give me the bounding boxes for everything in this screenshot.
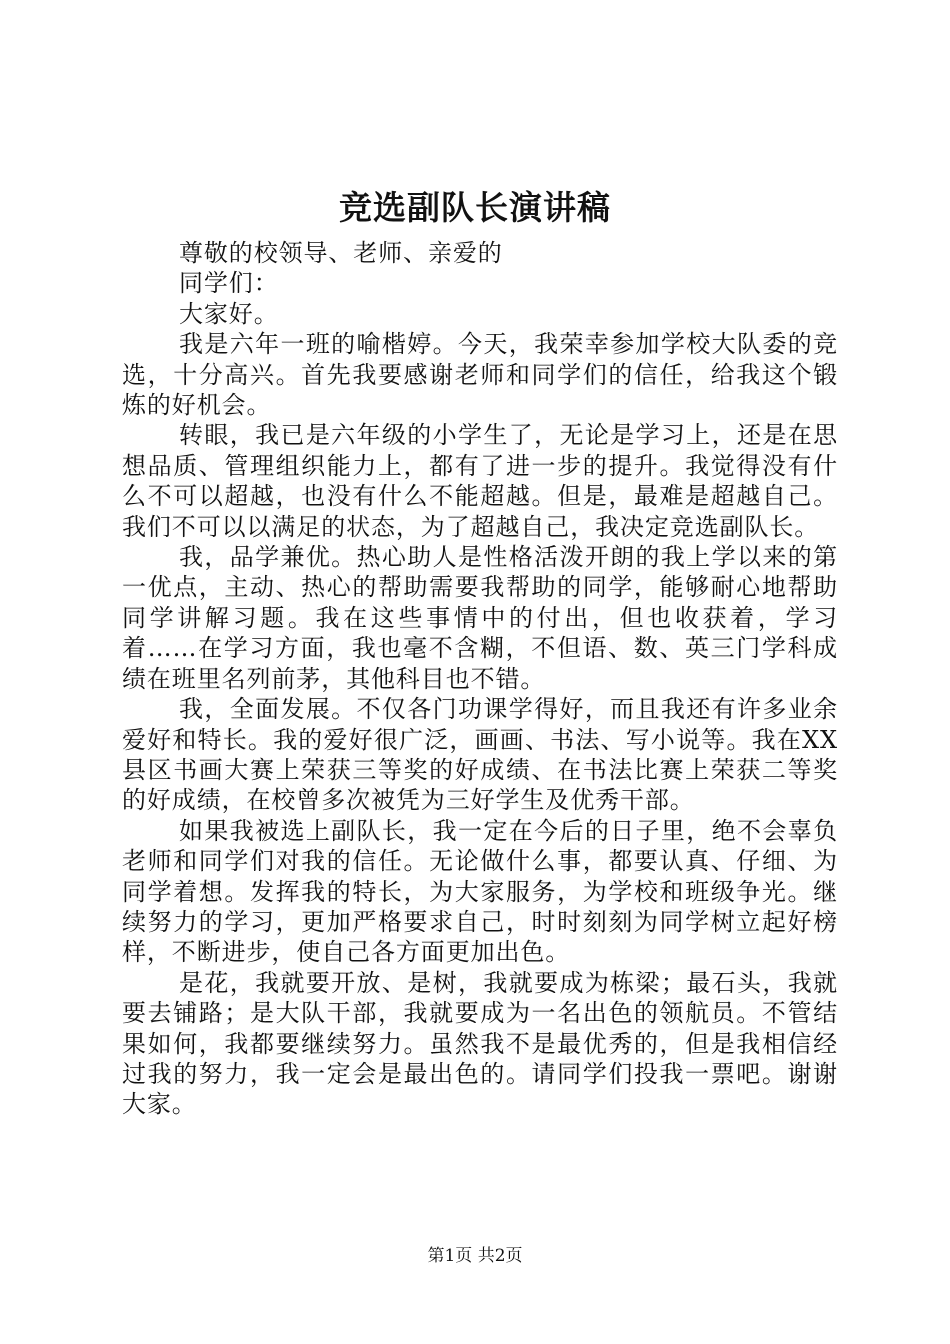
paragraph-character: 我，品学兼优。热心助人是性格活泼开朗的我上学以来的第一优点，主动、热心的帮助需要我帮助的同学，能够耐心地帮助同学讲解习题。我在这些事情中的付出，但也收获着，学习着……在学习方面，我也毫不含糊，不但语、数、英三门学科成绩在班里名列前茅，其他科目也不错。 [122,543,838,693]
document-title: 竞选副队长演讲稿 [339,188,611,227]
paragraph-intro: 我是六年一班的喻楷婷。今天，我荣幸参加学校大队委的竞选，十分高兴。首先我要感谢老师和同学们的信任，给我这个锻炼的好机会。 [122,330,838,420]
paragraph-closing: 是花，我就要开放、是树，我就要成为栋梁；最石头，我就要去铺路；是大队干部，我就要成为一名出色的领航员。不管结果如何，我都要继续努力。虽然我不是最优秀的，但是我相信经过我的努力，我一定会是最出色的。请同学们投我一票吧。谢谢大家。 [122,968,838,1119]
paragraph-greeting: 大家好。 [179,299,279,328]
paragraph-motivation: 转眼，我已是六年级的小学生了，无论是学习上，还是在思想品质、管理组织能力上，都有了进一步的提升。我觉得没有什么不可以超越，也没有什么不能超越。但是，最难是超越自己。我们不可以以满足的状态，为了超越自己，我决定竞选副队长。 [122,421,838,541]
document-body [122,238,838,1120]
page-footer: 第1页 共2页 [427,1246,523,1266]
paragraph-salutation-1: 尊敬的校领导、老师、亲爱的 [179,239,503,267]
paragraph-promise: 如果我被选上副队长，我一定在今后的日子里，绝不会辜负老师和同学们对我的信任。无论做什么事，都要认真、仔细、为同学着想。发挥我的特长，为大家服务，为学校和班级争光。继续努力的学习，更加严格要求自己，时时刻刻为同学树立起好榜样，不断进步，使自己各方面更加出色。 [122,816,838,967]
paragraph-salutation-2: 同学们： [179,269,279,298]
paragraph-development: 我，全面发展。不仅各门功课学得好，而且我还有许多业余爱好和特长。我的爱好很广泛，画画、书法、写小说等。我在XX县区书画大赛上荣获三等奖的好成绩、在书法比赛上荣获二等奖的好成绩，在校曾多次被凭为三好学生及优秀干部。 [122,695,838,815]
